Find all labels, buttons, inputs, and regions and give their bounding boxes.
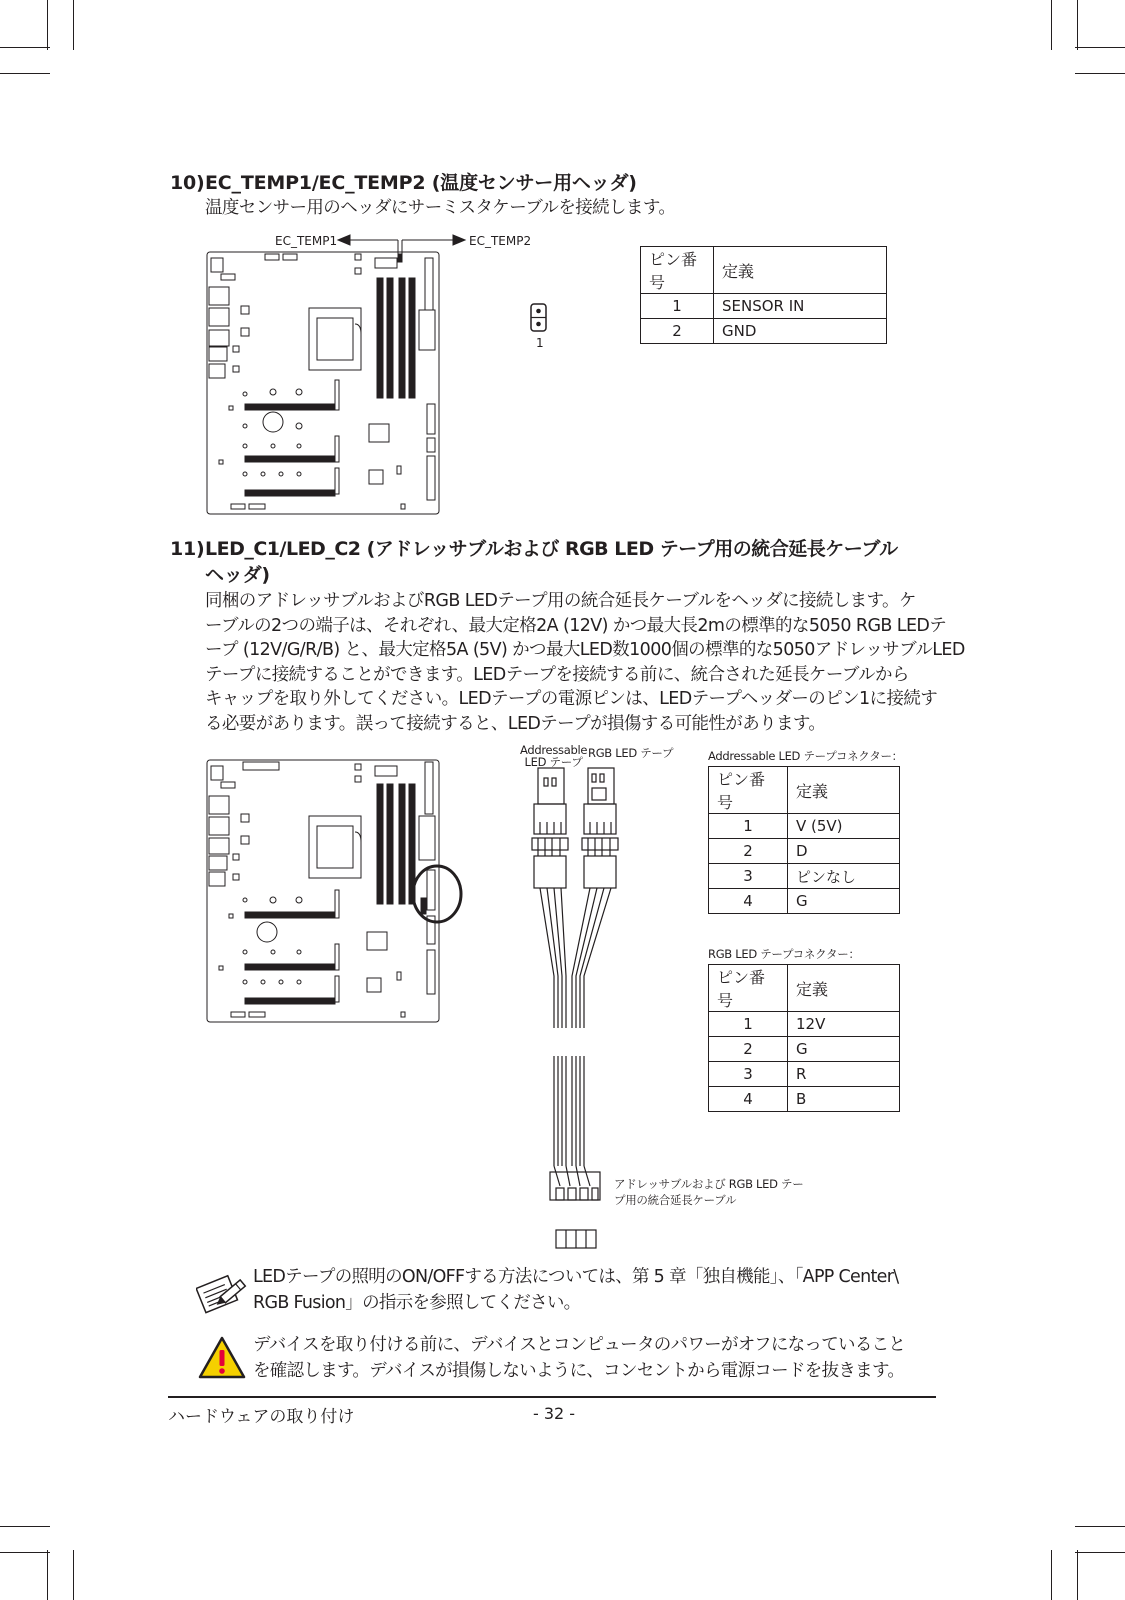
pin-definition-cell: G [788, 1037, 900, 1062]
addressable-table-caption: Addressable LED テープコネクター： [708, 749, 903, 763]
pin-number-cell: 4 [709, 1087, 788, 1112]
rgb-led-tape-label: RGB LED テープ [588, 746, 674, 760]
rgb-table-caption: RGB LED テープコネクター： [708, 947, 860, 961]
section-11-title-line1: LED_C1/LED_C2 (アドレッサブルおよび RGB LED テープ用の統合延長ケーブル [205, 538, 898, 560]
table-row [709, 1062, 900, 1087]
note-text [253, 1264, 898, 1316]
pin-number-header: ピン番号 [709, 965, 788, 1012]
table-header-row [641, 247, 887, 294]
paragraph-line: 同梱のアドレッサブルおよびRGB LEDテープ用の統合延長ケーブルをヘッダに接続します。ケ [205, 591, 916, 611]
section-10-number: 10) [170, 172, 205, 194]
addressable-pin-table [708, 766, 900, 914]
warning-line2: を確認します。デバイスが損傷しないように、コンセントから電源コードを抜きます。 [253, 1361, 905, 1381]
table-row [709, 814, 900, 839]
table-row [641, 294, 887, 319]
section-10-description: 温度センサー用のヘッダにサーミスタケーブルを接続します。 [205, 198, 676, 218]
pin-number-cell: 1 [709, 814, 788, 839]
paragraph-line: ープ (12V/G/R/B) と、最大定格5A (5V) かつ最大LED数1000個の標準的な5050アドレッサブルLED [205, 640, 965, 660]
pin-definition-cell: D [788, 839, 900, 864]
definition-header: 定義 [788, 767, 900, 814]
table-row [709, 1087, 900, 1112]
cable-label-line2: プ用の統合延長ケーブル [614, 1193, 737, 1207]
paragraph-line: ーブルの2つの端子は、それぞれ、最大定格2A (12V) かつ最大長2mの標準的な5050 RGB LEDテ [205, 615, 947, 636]
paragraph-line: テープに接続することができます。LEDテープを接続する前に、統合された延長ケーブルから [205, 664, 909, 685]
section-10-title: EC_TEMP1/EC_TEMP2 (温度センサー用ヘッダ) [205, 172, 637, 194]
warning-line1: デバイスを取り付ける前に、デバイスとコンピュータのパワーがオフになっていること [253, 1335, 906, 1355]
pin-definition-cell: V (5V) [788, 814, 900, 839]
note-line2: RGB Fusion」の指示を参照してください。 [253, 1293, 581, 1313]
rgb-pin-table [708, 964, 900, 1112]
table-header-row [709, 767, 900, 814]
table-row [709, 1037, 900, 1062]
pin-definition-cell: SENSOR IN [714, 294, 887, 319]
warning-text [253, 1332, 905, 1384]
addressable-label-line2: LED テープ [524, 755, 583, 769]
ec-temp2-label: EC_TEMP2 [469, 234, 532, 248]
addressable-label-line1: Addressable [520, 743, 588, 757]
section-11-title-line2: ヘッダ) [205, 564, 270, 586]
footer-page-number: - 32 - [533, 1404, 576, 1423]
pin-number-cell: 3 [709, 864, 788, 889]
pin-number-cell: 1 [641, 294, 714, 319]
pin-number-header: ピン番号 [709, 767, 788, 814]
definition-header: 定義 [714, 247, 887, 294]
pin-number-cell: 2 [709, 839, 788, 864]
pin-one-label: 1 [536, 336, 544, 350]
pin-definition-cell: 12V [788, 1012, 900, 1037]
two-pin-header-icon [530, 303, 548, 333]
ec-temp1-label: EC_TEMP1 [275, 234, 338, 248]
pin-number-header: ピン番号 [641, 247, 714, 294]
table-header-row [709, 965, 900, 1012]
pin-number-cell: 3 [709, 1062, 788, 1087]
table-row [709, 889, 900, 914]
pin-definition-cell: R [788, 1062, 900, 1087]
pin-definition-cell: G [788, 889, 900, 914]
addressable-led-tape-label [520, 744, 587, 768]
note-pencil-icon [196, 1270, 248, 1316]
table-row [709, 839, 900, 864]
table-row [709, 864, 900, 889]
definition-header: 定義 [788, 965, 900, 1012]
pin-number-cell: 2 [641, 319, 714, 344]
paragraph-line: キャップを取り外してください。LEDテープの電源ピンは、LEDテープヘッダーのピン1に接続す [205, 689, 938, 709]
cable-label-line1: アドレッサブルおよび RGB LED テー [614, 1177, 804, 1191]
pin-definition-cell: GND [714, 319, 887, 344]
pin-number-cell: 1 [709, 1012, 788, 1037]
note-line1: LEDテープの照明のON/OFFする方法については、第 5 章「独自機能」、「APP Center\ [253, 1267, 899, 1287]
header-location-highlight [413, 866, 461, 922]
footer-rule [168, 1396, 936, 1398]
motherboard-diagram-bottom [205, 758, 475, 1048]
ec-temp-pin-table [640, 246, 887, 344]
warning-icon [198, 1336, 246, 1380]
table-row [709, 1012, 900, 1037]
section-11-number: 11) [170, 538, 205, 560]
table-row [641, 319, 887, 344]
pin-number-cell: 2 [709, 1037, 788, 1062]
pin-definition-cell: B [788, 1087, 900, 1112]
integrated-cable-label [614, 1176, 803, 1208]
pin-definition-cell: ピンなし [788, 864, 900, 889]
pin-number-cell: 4 [709, 889, 788, 914]
footer-section-name: ハードウェアの取り付け [168, 1407, 355, 1427]
paragraph-line: る必要があります。誤って接続すると、LEDテープが損傷する可能性があります。 [205, 713, 826, 734]
section-11-paragraph [205, 589, 965, 736]
motherboard-diagram-top [205, 232, 545, 522]
